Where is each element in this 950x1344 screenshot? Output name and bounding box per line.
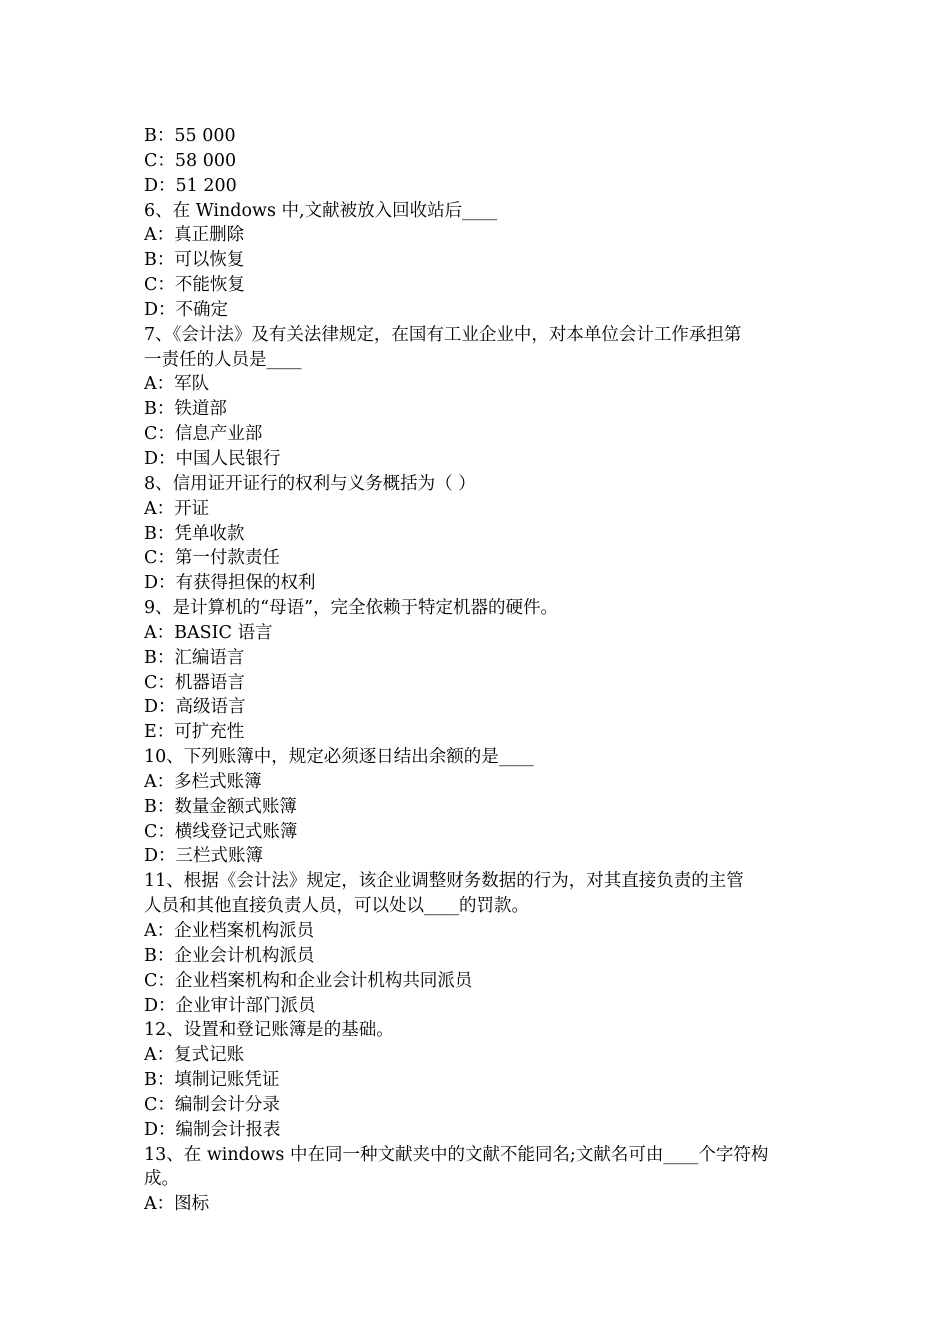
option-a-q12: A：复式记账 [144, 1045, 245, 1066]
option-b-q12: B：填制记账凭证 [144, 1070, 280, 1091]
option-c-q10: C：横线登记式账簿 [144, 821, 298, 842]
option-b-q11: B：企业会计机构派员 [144, 945, 315, 966]
question-7-cont: 一责任的人员是____ [144, 349, 302, 370]
option-c-q11: C：企业档案机构和企业会计机构共同派员 [144, 970, 473, 991]
option-c-q12: C：编制会计分录 [144, 1094, 280, 1115]
option-d-q8: D：有获得担保的权利 [144, 573, 316, 594]
question-6: 6、在 Windows 中,文献被放入回收站后____ [144, 200, 498, 221]
option-c-q8: C：第一付款责任 [144, 548, 280, 569]
option-c-q7: C：信息产业部 [144, 424, 263, 445]
option-a-q7: A：军队 [144, 374, 210, 395]
option-d-q5: D：51 200 [144, 175, 237, 196]
option-d-q11: D：企业审计部门派员 [144, 995, 316, 1016]
option-a-q11: A：企业档案机构派员 [144, 921, 315, 941]
question-12: 12、设置和登记账簿是的基础。 [144, 1020, 394, 1041]
option-d-q9: D：高级语言 [144, 697, 246, 718]
option-a-q10: A：多栏式账簿 [144, 771, 262, 792]
option-c-q9: C：机器语言 [144, 672, 245, 693]
question-11: 11、根据《会计法》规定，该企业调整财务数据的行为，对其直接负责的主管 [144, 871, 744, 892]
option-a-q13: A：图标 [144, 1194, 210, 1215]
option-b-q10: B：数量金额式账簿 [144, 796, 297, 817]
question-9: 9、是计算机的“母语”，完全依赖于特定机器的硬件。 [144, 598, 559, 619]
option-c-q5: C：58 000 [144, 150, 237, 171]
question-8: 8、信用证开证行的权利与义务概括为（ ） [144, 473, 476, 494]
question-11-cont: 人员和其他直接负责人员，可以处以____的罚款。 [144, 896, 529, 917]
option-b-q7: B：铁道部 [144, 399, 227, 420]
option-d-q7: D：中国人民银行 [144, 448, 281, 469]
option-d-q12: D：编制会计报表 [144, 1119, 281, 1140]
option-b-q6: B：可以恢复 [144, 250, 245, 271]
question-13: 13、在 windows 中在同一种文献夹中的文献不能同名;文献名可由____个字符构 [144, 1144, 769, 1165]
question-10: 10、下列账簿中，规定必须逐日结出余额的是____ [144, 747, 534, 768]
option-c-q6: C：不能恢复 [144, 275, 245, 296]
option-b-q5: B：55 000 [144, 126, 236, 146]
option-b-q8: B：凭单收款 [144, 523, 245, 544]
option-d-q10: D：三栏式账簿 [144, 846, 264, 867]
option-e-q9: E：可扩充性 [144, 722, 245, 743]
option-a-q8: A：开证 [144, 498, 210, 519]
question-13-cont: 成。 [144, 1169, 179, 1190]
option-b-q9: B：汇编语言 [144, 647, 245, 668]
question-7: 7、《会计法》及有关法律规定，在国有工业企业中，对本单位会计工作承担第 [144, 324, 742, 345]
option-a-q9: A：BASIC 语言 [144, 622, 273, 643]
option-a-q6: A：真正删除 [144, 225, 245, 246]
document-body [144, 124, 810, 1217]
option-d-q6: D：不确定 [144, 299, 229, 320]
